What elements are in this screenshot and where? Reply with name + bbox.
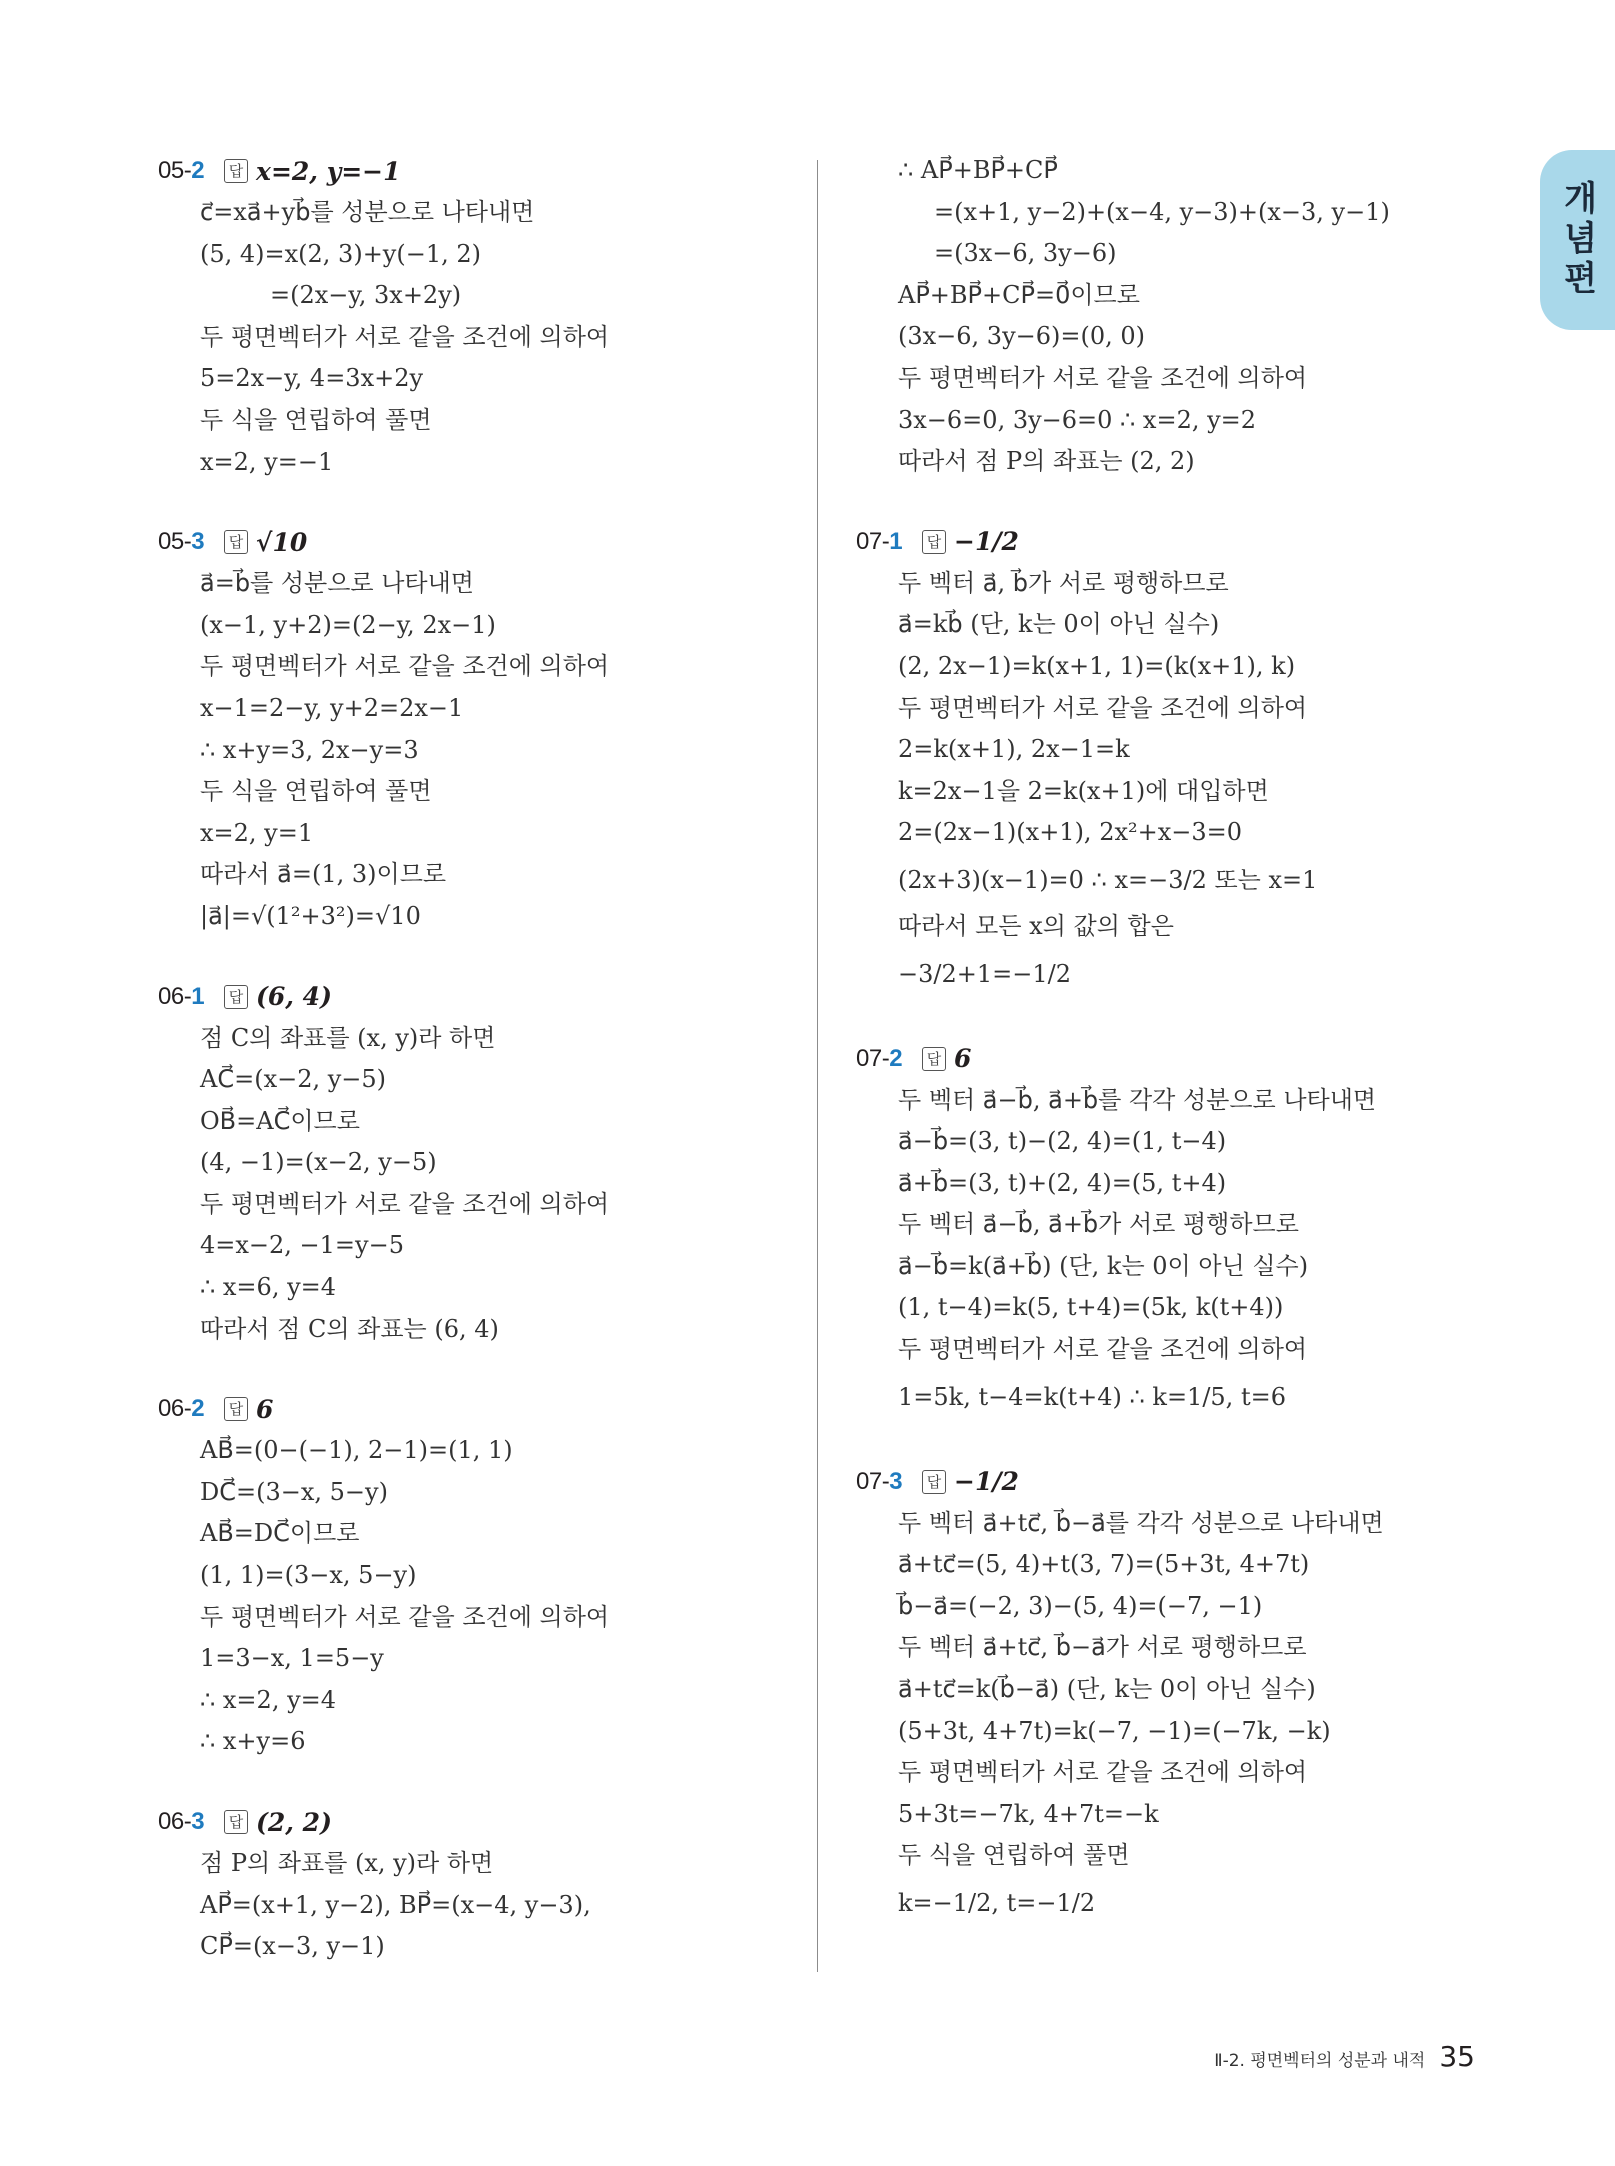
solution-line: 따라서 점 P의 좌표는 (2, 2): [898, 447, 1195, 476]
solution-line: 5=2x−y, 4=3x+2y: [200, 364, 424, 393]
problem-number: 05-2: [158, 157, 205, 184]
solution-line: ∴ x+y=3, 2x−y=3: [200, 735, 419, 764]
solution-line: OB⃗=AC⃗이므로: [200, 1106, 360, 1135]
solution-line: 2=(2x−1)(x+1), 2x²+x−3=0: [898, 818, 1243, 847]
problem-header: [158, 1388, 798, 1430]
problem-header: [856, 521, 1456, 563]
solution-line: ∴ x=2, y=4: [200, 1685, 337, 1714]
answer-value: −1/2: [954, 1467, 1019, 1497]
solution-lines: [856, 563, 1456, 1000]
answer-value: x=2, y=−1: [256, 156, 401, 186]
solution-line: k=−1/2, t=−1/2: [898, 1889, 1096, 1917]
problem-07-2: [856, 1038, 1456, 1423]
solution-line: 두 평면벡터가 서로 같을 조건에 의하여: [898, 1758, 1308, 1787]
answer-mark-icon: 답: [224, 530, 248, 554]
problem-number: 06-1: [158, 982, 205, 1010]
answer-value: −1/2: [954, 527, 1019, 557]
answer-mark-icon: 답: [224, 985, 248, 1009]
answer-mark-icon: 답: [922, 1470, 946, 1494]
solution-lines: [158, 563, 798, 937]
solution-line: a⃗=b⃗를 성분으로 나타내면: [200, 569, 474, 598]
solution-line: ∴ x=6, y=4: [200, 1273, 337, 1302]
solution-line: 2=k(x+1), 2x−1=k: [898, 735, 1130, 764]
solution-line: (1, t−4)=k(5, t+4)=(5k, k(t+4)): [898, 1293, 1284, 1322]
column-divider: [817, 160, 818, 1972]
solution-line: a⃗+tc⃗=k(b⃗−a⃗) (단, k는 0이 아닌 실수): [898, 1675, 1316, 1704]
solution-line: 1=3−x, 1=5−y: [200, 1644, 384, 1673]
problem-number: 07-2: [856, 1044, 903, 1072]
solution-line: 1=5k, t−4=k(t+4) ∴ k=1/5, t=6: [898, 1382, 1286, 1411]
answer-value: √10: [256, 527, 308, 557]
solution-line: CP⃗=(x−3, y−1): [200, 1932, 385, 1961]
answer-mark-icon: 답: [224, 159, 248, 183]
solution-line: (1, 1)=(3−x, 5−y): [200, 1561, 417, 1590]
right-column: [856, 150, 1456, 1929]
solution-line: 두 식을 연립하여 풀면: [200, 405, 432, 434]
solution-line: AC⃗=(x−2, y−5): [200, 1065, 387, 1094]
solution-line: a⃗−b⃗=(3, t)−(2, 4)=(1, t−4): [898, 1127, 1227, 1156]
footer-section-title: Ⅱ-2. 평면벡터의 성분과 내적: [1214, 2051, 1426, 2071]
answer-mark-icon: 답: [224, 1810, 248, 1834]
solution-lines: [158, 1843, 798, 1968]
solution-line: a⃗+tc⃗=(5, 4)+t(3, 7)=(5+3t, 4+7t): [898, 1550, 1310, 1579]
solution-line: 따라서 a⃗=(1, 3)이므로: [200, 860, 447, 889]
answer-mark-icon: 답: [224, 1397, 248, 1421]
solution-lines: [158, 1018, 798, 1351]
problem-number: 05-3: [158, 528, 205, 556]
solution-line: 두 벡터 a⃗−b⃗, a⃗+b⃗가 서로 평행하므로: [898, 1210, 1299, 1239]
problem-07-3: [856, 1461, 1456, 1929]
answer-value: (6, 4): [256, 982, 332, 1011]
solution-line: a⃗−b⃗=k(a⃗+b⃗) (단, k는 0이 아닌 실수): [898, 1251, 1309, 1280]
answer-value: 6: [256, 1394, 274, 1424]
problem-header: [158, 1801, 798, 1843]
solution-line: =(2x−y, 3x+2y): [270, 281, 462, 310]
answer-value: (2, 2): [256, 1807, 332, 1837]
solution-line: 3x−6=0, 3y−6=0 ∴ x=2, y=2: [898, 405, 1257, 434]
problem-header: [158, 976, 798, 1018]
problem-number: 07-3: [856, 1467, 903, 1495]
problem-07-1: [856, 521, 1456, 1000]
solution-line: x−1=2−y, y+2=2x−1: [200, 693, 464, 722]
solution-line: 따라서 모든 x의 값의 합은: [898, 911, 1174, 940]
solution-line: k=2x−1을 2=k(x+1)에 대입하면: [898, 776, 1269, 805]
answer-value: 6: [954, 1044, 972, 1073]
solution-line: 4=x−2, −1=y−5: [200, 1231, 404, 1260]
solution-line: 두 평면벡터가 서로 같을 조건에 의하여: [898, 1335, 1308, 1364]
solution-line: (2, 2x−1)=k(x+1, 1)=(k(x+1), k): [898, 651, 1296, 680]
problem-header: [158, 521, 798, 563]
solution-line: 두 벡터 a⃗−b⃗, a⃗+b⃗를 각각 성분으로 나타내면: [898, 1085, 1377, 1114]
solution-line: (5, 4)=x(2, 3)+y(−1, 2): [200, 239, 481, 268]
solution-line: ∴ x+y=6: [200, 1727, 306, 1756]
solution-line: DC⃗=(3−x, 5−y): [200, 1477, 388, 1506]
solution-line: 두 평면벡터가 서로 같을 조건에 의하여: [200, 1602, 610, 1631]
solution-line: 5+3t=−7k, 4+7t=−k: [898, 1799, 1159, 1828]
left-column: [158, 150, 798, 1968]
problem-05-2: [158, 150, 798, 483]
answer-mark-icon: 답: [922, 530, 946, 554]
solution-line: 두 식을 연립하여 풀면: [200, 777, 432, 806]
solution-lines: [158, 1430, 798, 1763]
problem-header: [158, 150, 798, 192]
solution-line: AB⃗=DC⃗이므로: [200, 1519, 360, 1548]
problem-06-2: [158, 1388, 798, 1763]
solution-line: 두 벡터 a⃗, b⃗가 서로 평행하므로: [898, 568, 1229, 597]
solution-line: =(x+1, y−2)+(x−4, y−3)+(x−3, y−1): [934, 197, 1390, 226]
solution-lines: [856, 1080, 1456, 1423]
section-side-tab: 개념편: [1540, 150, 1615, 330]
solution-line: −3/2+1=−1/2: [898, 959, 1071, 988]
problem-06-3: [158, 1801, 798, 1968]
solution-line: AP⃗+BP⃗+CP⃗=0⃗이므로: [898, 280, 1140, 309]
solution-line: a⃗=kb⃗ (단, k는 0이 아닌 실수): [898, 610, 1220, 639]
solution-line: 두 평면벡터가 서로 같을 조건에 의하여: [200, 652, 610, 681]
solution-line: c⃗=xa⃗+yb⃗를 성분으로 나타내면: [200, 198, 535, 226]
solution-line: (5+3t, 4+7t)=k(−7, −1)=(−7k, −k): [898, 1716, 1331, 1745]
solution-lines: [856, 1503, 1456, 1929]
solution-line: AB⃗=(0−(−1), 2−1)=(1, 1): [200, 1436, 513, 1465]
continued-solution: [856, 150, 1456, 483]
solution-line: (3x−6, 3y−6)=(0, 0): [898, 322, 1146, 351]
problem-number: 06-2: [158, 1395, 205, 1423]
solution-line: ∴ AP⃗+BP⃗+CP⃗: [898, 156, 1058, 184]
problem-header: [856, 1461, 1456, 1503]
solution-line: (x−1, y+2)=(2−y, 2x−1): [200, 610, 496, 639]
problem-number: 06-3: [158, 1808, 205, 1835]
solution-line: x=2, y=1: [200, 818, 314, 847]
solution-line: b⃗−a⃗=(−2, 3)−(5, 4)=(−7, −1): [898, 1591, 1263, 1620]
solution-line: 두 식을 연립하여 풀면: [898, 1841, 1130, 1870]
problem-06-1: [158, 976, 798, 1351]
solution-line: 점 P의 좌표를 (x, y)라 하면: [200, 1849, 494, 1877]
page-number: 35: [1439, 2040, 1475, 2073]
solution-line: =(3x−6, 3y−6): [934, 239, 1117, 268]
problem-05-3: [158, 521, 798, 937]
solution-line: 두 평면벡터가 서로 같을 조건에 의하여: [898, 363, 1308, 392]
solution-lines: [158, 192, 798, 483]
solution-line: 두 평면벡터가 서로 같을 조건에 의하여: [200, 322, 610, 351]
solution-line: AP⃗=(x+1, y−2), BP⃗=(x−4, y−3),: [200, 1890, 591, 1919]
solution-line: (4, −1)=(x−2, y−5): [200, 1148, 437, 1177]
problem-header: [856, 1038, 1456, 1080]
page-footer: [1214, 2040, 1475, 2073]
solution-line: 두 벡터 a⃗+tc⃗, b⃗−a⃗를 각각 성분으로 나타내면: [898, 1508, 1384, 1537]
solution-line: (2x+3)(x−1)=0 ∴ x=−3/2 또는 x=1: [898, 865, 1318, 894]
solution-line: 점 C의 좌표를 (x, y)라 하면: [200, 1023, 496, 1052]
solution-line: a⃗+b⃗=(3, t)+(2, 4)=(5, t+4): [898, 1168, 1227, 1197]
solution-line: |a⃗|=√(1²+3²)=√10: [200, 901, 421, 930]
answer-mark-icon: 답: [922, 1047, 946, 1071]
solution-line: 따라서 점 C의 좌표는 (6, 4): [200, 1314, 499, 1343]
solution-line: 두 평면벡터가 서로 같을 조건에 의하여: [898, 693, 1308, 722]
solution-line: 두 평면벡터가 서로 같을 조건에 의하여: [200, 1189, 610, 1218]
problem-number: 07-1: [856, 527, 903, 555]
solution-line: x=2, y=−1: [200, 447, 334, 476]
solution-line: 두 벡터 a⃗+tc⃗, b⃗−a⃗가 서로 평행하므로: [898, 1633, 1307, 1662]
